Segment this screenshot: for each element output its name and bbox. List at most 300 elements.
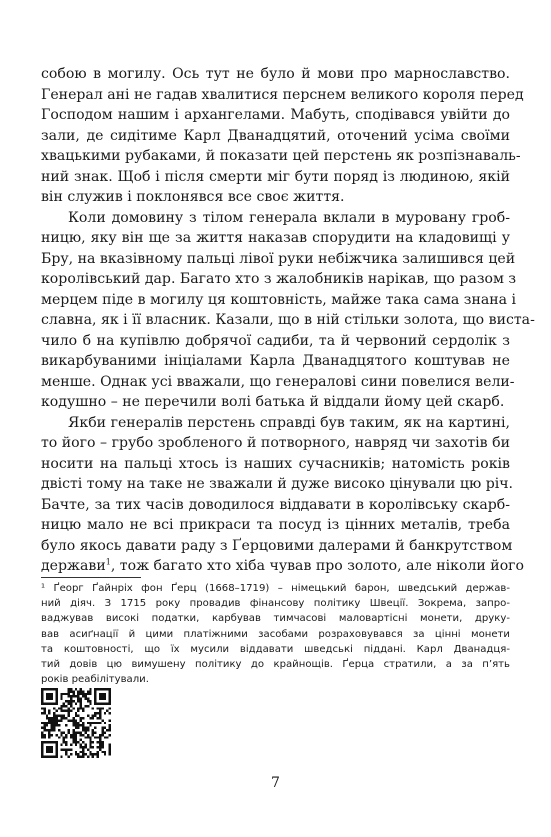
qr-module: [63, 739, 65, 741]
text-line: ницю мало не всі прикраси та посуд із цінних металів, треба: [41, 517, 510, 533]
qr-module: [55, 700, 57, 702]
qr-module: [55, 690, 57, 692]
qr-module: [55, 724, 57, 726]
qr-module: [41, 748, 43, 750]
qr-module: [97, 746, 99, 748]
qr-module: [48, 751, 50, 753]
qr-code-icon[interactable]: [41, 688, 111, 758]
qr-module: [80, 719, 82, 721]
qr-module: [97, 741, 99, 743]
qr-module: [53, 729, 55, 731]
qr-module: [55, 751, 57, 753]
qr-module: [99, 698, 101, 700]
qr-module: [80, 700, 82, 702]
qr-module: [65, 717, 67, 719]
qr-module: [60, 717, 62, 719]
qr-module: [68, 695, 70, 697]
qr-module: [75, 695, 77, 697]
footnote-line: ний діяч. З 1715 року провадив фінансову політику Швеції. Зокрема, запро-: [41, 598, 510, 610]
qr-module: [101, 719, 103, 721]
qr-module: [48, 741, 50, 743]
qr-module: [97, 756, 99, 758]
qr-module: [94, 702, 96, 704]
text-line: Бачте, за тих часів доводилося віддавати в королівську скарб-: [41, 496, 510, 513]
qr-module: [68, 702, 70, 704]
qr-module: [80, 756, 82, 758]
qr-module: [60, 695, 62, 697]
qr-module: [51, 751, 53, 753]
qr-module: [109, 707, 111, 709]
qr-module: [77, 700, 79, 702]
qr-module: [101, 744, 103, 746]
qr-module: [41, 702, 43, 704]
qr-module: [70, 705, 72, 707]
text-line: менше. Однак усі вважали, що генералові сини повелися вели-: [41, 373, 515, 390]
qr-module: [48, 688, 50, 690]
qr-module: [109, 695, 111, 697]
qr-module: [51, 756, 53, 758]
qr-module: [48, 746, 50, 748]
qr-module: [104, 736, 106, 738]
qr-module: [94, 693, 96, 695]
qr-module: [41, 731, 43, 733]
qr-module: [89, 746, 91, 748]
qr-module: [41, 753, 43, 755]
qr-module: [109, 724, 111, 726]
qr-module: [72, 700, 74, 702]
qr-module: [82, 707, 84, 709]
qr-module: [82, 756, 84, 758]
qr-module: [97, 702, 99, 704]
qr-module: [75, 739, 77, 741]
qr-module: [58, 707, 60, 709]
qr-module: [80, 705, 82, 707]
qr-module: [72, 724, 74, 726]
qr-module: [75, 727, 77, 729]
qr-module: [82, 729, 84, 731]
qr-module: [97, 717, 99, 719]
qr-module: [41, 727, 43, 729]
qr-module: [65, 736, 67, 738]
qr-module: [89, 688, 91, 690]
qr-module: [77, 724, 79, 726]
qr-module: [80, 717, 82, 719]
qr-module: [104, 688, 106, 690]
qr-module: [68, 707, 70, 709]
qr-module: [75, 744, 77, 746]
qr-module: [84, 705, 86, 707]
qr-module: [48, 748, 50, 750]
qr-module: [43, 727, 45, 729]
qr-module: [92, 722, 94, 724]
qr-module: [46, 717, 48, 719]
qr-module: [84, 736, 86, 738]
qr-module: [68, 690, 70, 692]
qr-module: [109, 748, 111, 750]
qr-module: [104, 751, 106, 753]
qr-module: [75, 734, 77, 736]
qr-module: [94, 731, 96, 733]
qr-module: [97, 736, 99, 738]
qr-module: [84, 746, 86, 748]
qr-module: [92, 741, 94, 743]
qr-module: [55, 693, 57, 695]
qr-module: [104, 695, 106, 697]
qr-module: [89, 700, 91, 702]
qr-module: [53, 724, 55, 726]
text-line: то його – грубо зробленого й потворного, навряд чи захотів би: [41, 435, 510, 451]
qr-module: [68, 715, 70, 717]
qr-module: [65, 705, 67, 707]
qr-module: [70, 736, 72, 738]
qr-module: [55, 746, 57, 748]
qr-module: [84, 744, 86, 746]
qr-module: [75, 719, 77, 721]
qr-module: [55, 734, 57, 736]
qr-module: [77, 753, 79, 755]
qr-module: [63, 717, 65, 719]
qr-module: [48, 734, 50, 736]
text-line: хвацькими рубаками, й показати цей перстень як розпізнаваль-: [41, 148, 521, 164]
qr-module: [41, 722, 43, 724]
qr-module: [82, 690, 84, 692]
qr-module: [63, 741, 65, 743]
qr-module: [77, 731, 79, 733]
qr-module: [75, 712, 77, 714]
qr-module: [41, 698, 43, 700]
qr-module: [99, 717, 101, 719]
text-line: королівський дар. Багато хто з жалобників нарікав, що разом з: [41, 271, 517, 287]
qr-module: [84, 753, 86, 755]
qr-module: [109, 688, 111, 690]
qr-module: [46, 756, 48, 758]
qr-module: [65, 744, 67, 746]
qr-module: [109, 700, 111, 702]
qr-module: [99, 715, 101, 717]
qr-module: [60, 698, 62, 700]
qr-module: [109, 734, 111, 736]
qr-module: [82, 746, 84, 748]
qr-module: [84, 693, 86, 695]
qr-module: [104, 693, 106, 695]
qr-module: [65, 710, 67, 712]
qr-module: [60, 731, 62, 733]
qr-module: [109, 719, 111, 721]
text-line: кодушно – не перечили волі батька й віддали йому цей скарб.: [41, 394, 505, 410]
qr-module: [109, 702, 111, 704]
qr-module: [43, 756, 45, 758]
qr-module: [99, 741, 101, 743]
qr-module: [51, 741, 53, 743]
qr-module: [97, 688, 99, 690]
text-fragment: держави: [41, 558, 106, 574]
qr-module: [63, 736, 65, 738]
qr-module: [77, 707, 79, 709]
qr-module: [75, 753, 77, 755]
qr-module: [101, 727, 103, 729]
qr-module: [87, 756, 89, 758]
qr-module: [58, 715, 60, 717]
qr-module: [77, 722, 79, 724]
qr-module: [94, 700, 96, 702]
footnote-reference[interactable]: 1: [105, 557, 111, 567]
qr-module: [82, 748, 84, 750]
qr-module: [109, 727, 111, 729]
qr-module: [48, 695, 50, 697]
text-line: носити на пальці хтось із наших сучасників; натомість років: [41, 455, 510, 472]
qr-module: [60, 744, 62, 746]
qr-module: [77, 715, 79, 717]
qr-module: [68, 719, 70, 721]
qr-module: [89, 739, 91, 741]
qr-module: [53, 702, 55, 704]
qr-module: [65, 734, 67, 736]
qr-module: [48, 736, 50, 738]
qr-module: [106, 729, 108, 731]
qr-module: [41, 741, 43, 743]
qr-module: [80, 690, 82, 692]
qr-module: [53, 741, 55, 743]
qr-module: [82, 693, 84, 695]
qr-module: [75, 731, 77, 733]
qr-module: [99, 744, 101, 746]
qr-module: [41, 688, 43, 690]
qr-module: [51, 702, 53, 704]
qr-module: [94, 688, 96, 690]
qr-module: [53, 727, 55, 729]
qr-module: [87, 729, 89, 731]
footnote-divider: [41, 577, 141, 578]
qr-module: [48, 702, 50, 704]
qr-module: [77, 710, 79, 712]
qr-module: [92, 746, 94, 748]
qr-module: [43, 736, 45, 738]
qr-module: [72, 729, 74, 731]
text-line: славна, як і її власник. Казали, що в ній стільки золота, що виста-: [41, 312, 535, 328]
qr-module: [89, 690, 91, 692]
qr-module: [65, 693, 67, 695]
qr-module: [92, 753, 94, 755]
text-line: ницю, яку він ще за життя наказав спорудити на кладовищі у: [41, 230, 510, 246]
qr-module: [41, 700, 43, 702]
qr-module: [60, 748, 62, 750]
qr-module: [82, 695, 84, 697]
text-line: двісті тому на таке не зважали й дуже високо цінували цю річ.: [41, 476, 514, 492]
qr-module: [51, 688, 53, 690]
qr-module: [55, 719, 57, 721]
qr-module: [87, 698, 89, 700]
qr-module: [77, 690, 79, 692]
qr-module: [68, 700, 70, 702]
qr-module: [87, 727, 89, 729]
qr-module: [82, 741, 84, 743]
qr-module: [99, 702, 101, 704]
qr-module: [70, 695, 72, 697]
qr-module: [55, 748, 57, 750]
qr-module: [80, 731, 82, 733]
qr-module: [70, 744, 72, 746]
qr-module: [48, 717, 50, 719]
qr-module: [101, 746, 103, 748]
qr-module: [65, 724, 67, 726]
qr-module: [75, 722, 77, 724]
qr-module: [82, 753, 84, 755]
qr-module: [68, 756, 70, 758]
qr-module: [48, 693, 50, 695]
qr-module: [82, 734, 84, 736]
qr-module: [53, 717, 55, 719]
qr-module: [60, 715, 62, 717]
text-fragment: , тож багато хто хіба чував про золото, але ніколи його: [110, 558, 525, 574]
qr-module: [99, 722, 101, 724]
qr-module: [53, 756, 55, 758]
footnote: [41, 581, 510, 687]
qr-module: [72, 741, 74, 743]
qr-module: [97, 707, 99, 709]
qr-module: [70, 748, 72, 750]
qr-module: [70, 719, 72, 721]
qr-module: [70, 700, 72, 702]
qr-module: [104, 753, 106, 755]
qr-module: [51, 717, 53, 719]
qr-module: [43, 724, 45, 726]
qr-module: [53, 707, 55, 709]
qr-module: [41, 746, 43, 748]
qr-module: [41, 751, 43, 753]
text-line: він служив і поклонявся все своє життя.: [41, 189, 345, 205]
qr-module: [106, 702, 108, 704]
qr-module: [104, 722, 106, 724]
qr-module: [72, 736, 74, 738]
qr-module: [48, 719, 50, 721]
qr-module: [109, 753, 111, 755]
text-line: було якось давати раду з Ґерцовими далерами й банкрутством: [41, 537, 513, 554]
qr-module: [87, 715, 89, 717]
footnote-line: років реабілітували.: [41, 674, 149, 686]
qr-module: [60, 719, 62, 721]
qr-module: [51, 727, 53, 729]
qr-module: [97, 722, 99, 724]
qr-module: [89, 751, 91, 753]
text-line: Коли домовину з тілом генерала вклали в муровану гроб-: [68, 209, 510, 226]
qr-module: [60, 756, 62, 758]
qr-module: [51, 746, 53, 748]
qr-module: [94, 753, 96, 755]
qr-module: [104, 698, 106, 700]
qr-module: [99, 748, 101, 750]
qr-module: [68, 710, 70, 712]
qr-module: [89, 722, 91, 724]
qr-module: [87, 734, 89, 736]
qr-module: [53, 712, 55, 714]
qr-module: [94, 695, 96, 697]
qr-module: [92, 717, 94, 719]
qr-module: [43, 710, 45, 712]
text-line: Генерал ані не гадав хвалитися перснем великого короля перед: [41, 86, 524, 103]
qr-module: [77, 727, 79, 729]
qr-module: [65, 751, 67, 753]
qr-module: [80, 734, 82, 736]
qr-module: [94, 698, 96, 700]
qr-module: [101, 688, 103, 690]
qr-module: [94, 715, 96, 717]
qr-module: [48, 698, 50, 700]
main-text: [41, 64, 535, 577]
qr-module: [55, 741, 57, 743]
qr-module: [41, 736, 43, 738]
text-line: Якби генералів перстень справді був таким, як на картині,: [68, 414, 510, 431]
qr-module: [68, 748, 70, 750]
qr-module: [48, 722, 50, 724]
qr-module: [51, 729, 53, 731]
qr-module: [99, 695, 101, 697]
qr-module: [106, 688, 108, 690]
text-line: собою в могилу. Ось тут не було й мови про марнославство.: [41, 66, 510, 82]
qr-module: [55, 695, 57, 697]
qr-module: [63, 731, 65, 733]
qr-module: [92, 731, 94, 733]
qr-module: [82, 727, 84, 729]
qr-module: [63, 705, 65, 707]
qr-module: [70, 710, 72, 712]
qr-module: [99, 746, 101, 748]
qr-module: [97, 712, 99, 714]
qr-module: [99, 707, 101, 709]
qr-module: [89, 736, 91, 738]
qr-module: [89, 693, 91, 695]
qr-module: [70, 753, 72, 755]
qr-module: [101, 729, 103, 731]
qr-module: [101, 741, 103, 743]
qr-module: [72, 731, 74, 733]
qr-module: [63, 702, 65, 704]
qr-module: [94, 736, 96, 738]
qr-module: [80, 739, 82, 741]
qr-module: [104, 702, 106, 704]
qr-module: [75, 741, 77, 743]
qr-module: [55, 710, 57, 712]
qr-module: [65, 748, 67, 750]
qr-module: [80, 746, 82, 748]
qr-module: [63, 693, 65, 695]
qr-module: [99, 734, 101, 736]
qr-module: [65, 700, 67, 702]
qr-module: [43, 734, 45, 736]
qr-module: [68, 729, 70, 731]
qr-module: [99, 688, 101, 690]
qr-module: [63, 710, 65, 712]
qr-module: [109, 746, 111, 748]
qr-module: [99, 712, 101, 714]
qr-module: [55, 722, 57, 724]
qr-module: [104, 712, 106, 714]
qr-module: [99, 693, 101, 695]
qr-module: [109, 712, 111, 714]
qr-module: [41, 707, 43, 709]
qr-module: [82, 717, 84, 719]
qr-module: [82, 724, 84, 726]
qr-module: [60, 734, 62, 736]
qr-module: [82, 722, 84, 724]
qr-module: [63, 748, 65, 750]
qr-module: [43, 729, 45, 731]
qr-module: [55, 756, 57, 758]
qr-module: [55, 688, 57, 690]
qr-module: [41, 690, 43, 692]
qr-module: [72, 690, 74, 692]
qr-module: [68, 731, 70, 733]
qr-module: [60, 710, 62, 712]
